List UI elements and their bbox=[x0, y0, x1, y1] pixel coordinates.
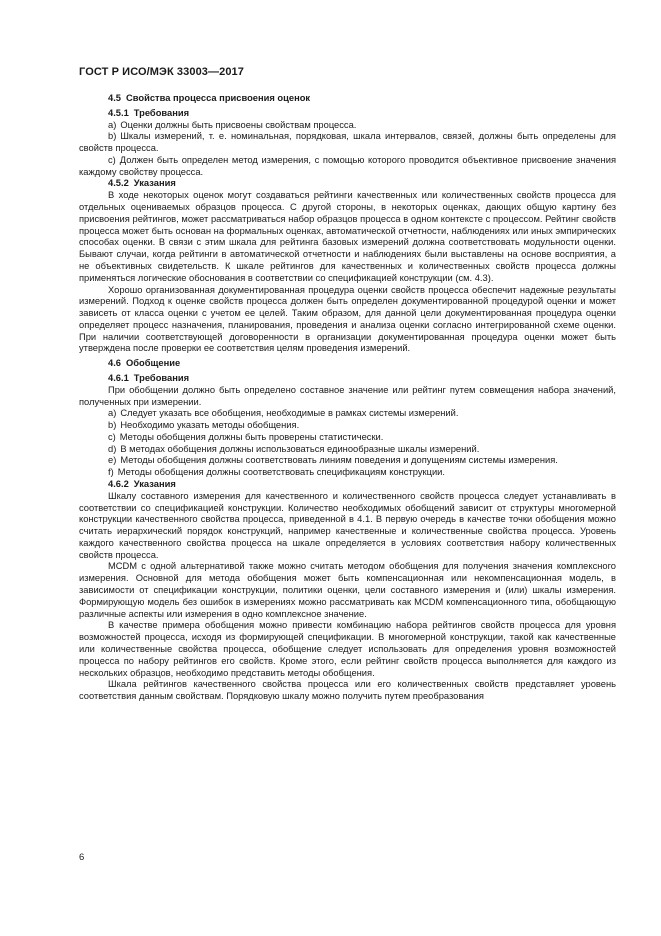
list-text: Шкалы измерений, т. е. номинальная, порядковая, шкала интервалов, связей, должны быть определены для свойств процесса. bbox=[79, 131, 616, 154]
section-number: 4.6.2 bbox=[108, 479, 129, 489]
list-text: Методы обобщения должны соответствовать линиям поведения и допущениям системы измерения. bbox=[120, 455, 558, 466]
list-marker: b) bbox=[108, 420, 117, 431]
list-item bbox=[79, 155, 616, 179]
list-text: Должен быть определен метод измерения, с помощью которого проводится объективное присвоение значения каждому свойству процесса. bbox=[79, 154, 616, 177]
section-title: Указания bbox=[133, 178, 176, 189]
document-body bbox=[79, 93, 616, 703]
list-marker: c) bbox=[108, 154, 116, 165]
document-header: ГОСТ Р ИСО/МЭК 33003—2017 bbox=[79, 66, 244, 78]
list-marker: c) bbox=[108, 431, 116, 442]
section-4-6-1-heading bbox=[79, 373, 616, 385]
list-item bbox=[79, 432, 616, 444]
list-marker: a) bbox=[108, 119, 117, 130]
list-marker: e) bbox=[108, 455, 117, 466]
list-text: Методы обобщения должны быть проверены статистически. bbox=[119, 431, 384, 442]
list-item bbox=[79, 131, 616, 155]
section-title: Обобщение bbox=[126, 358, 181, 369]
page-number: 6 bbox=[79, 852, 85, 863]
list-item bbox=[79, 420, 616, 432]
section-4-6-heading bbox=[79, 358, 616, 370]
section-number: 4.6.1 bbox=[108, 372, 129, 383]
list-marker: b) bbox=[108, 131, 117, 142]
list-item bbox=[79, 120, 616, 132]
section-title: Свойства процесса присвоения оценок bbox=[126, 93, 311, 103]
section-number: 4.5 bbox=[108, 93, 121, 103]
list-text: Следует указать все обобщения, необходимые в рамках системы измерений. bbox=[120, 408, 459, 419]
section-4-5-heading bbox=[79, 93, 616, 105]
paragraph: В ходе некоторых оценок могут создаваться рейтинги качественных или количественных свойств процесса для отдельных оцениваемых образцов процесса. С другой стороны, в некоторых оценках, дающих общую картину без присвоения рейтингов, может рассматриваться набор образцов процесса в одном контексте с процессом. Рейтинг свойств процесса может быть основан на формальных оценках, автоматической отчетности, наблюдениях или иных эмпирических способах оценки. В связи с этим шкала для рейтинга базовых измерений должна соответствовать модульности оценки. Бывают случаи, когда рейтинги в автоматической отчетности и наблюдениях были выставлены на основе восприятия, а не объективных свидетельств. К шкале рейтингов для качественных и количественных свойств процесса должны применяться логические обоснования в соответствии со спецификацией конструкции (см. 4.3). bbox=[79, 190, 616, 283]
section-4-5-2-heading bbox=[79, 178, 616, 190]
section-4-5-1-heading bbox=[79, 108, 616, 120]
list-item bbox=[79, 467, 616, 479]
section-number: 4.6 bbox=[108, 358, 121, 369]
section-title: Требования bbox=[133, 372, 190, 383]
list-marker: f) bbox=[108, 467, 114, 478]
paragraph: Шкала рейтингов качественного свойства процесса или его количественных свойств представляет уровень соответствия данным свойствам. Порядковую шкалу можно получить путем преобразования bbox=[79, 679, 616, 702]
section-title: Требования bbox=[133, 107, 190, 118]
list-text: Оценки должны быть присвоены свойствам процесса. bbox=[120, 119, 357, 130]
list-marker: d) bbox=[108, 443, 117, 454]
paragraph: В качестве примера обобщения можно привести комбинацию набора рейтингов свойств процесса для уровня возможностей процесса, исходя из формирующей спецификации. В многомерной конструкции, такой как качественные или количественные свойства процесса, обобщение следует использовать для определения уровня возможностей процесса по набору рейтингов его свойств. Кроме этого, если рейтинг свойств процесса выполняется для каждого из нескольких образцов, необходимо представить методы обобщения. bbox=[79, 620, 616, 678]
list-text: Методы обобщения должны соответствовать спецификациям конструкции. bbox=[117, 467, 445, 478]
section-4-6-2-heading bbox=[79, 479, 616, 491]
section-number: 4.5.1 bbox=[108, 107, 129, 118]
list-text: Необходимо указать методы обобщения. bbox=[120, 420, 300, 431]
section-number: 4.5.2 bbox=[108, 178, 129, 189]
paragraph: MCDM с одной альтернативой также можно считать методом обобщения для получения значения комплексного измерения. Основной для метода обобщения может быть компенсационная или некомпенсационная модель, в зависимости от спецификации конструкции, политики оценки, цели составного измерения и (или) шкалы измерения. Формирующую модель без ошибок в измерениях можно рассматривать как MCDM компенсационного типа, обобщающую различные аспекты или измерения в одно комплексное значение. bbox=[79, 561, 616, 619]
list-item bbox=[79, 455, 616, 467]
list-text: В методах обобщения должны использоваться единообразные шкалы измерений. bbox=[120, 443, 480, 454]
list-item bbox=[79, 444, 616, 456]
section-title: Указания bbox=[133, 479, 176, 489]
list-item bbox=[79, 408, 616, 420]
list-marker: a) bbox=[108, 408, 117, 419]
paragraph: Шкалу составного измерения для качественного и количественного свойств процесса следует устанавливать в соответствии со спецификацией конструкции. Количество необходимых обобщений зависит от структуры многомерной конструкции качественного свойства процесса, приведенной в 4.1. В первую очередь в качестве точки обобщения можно считать иерархический порядок конструкций, например качественные и количественные свойства процесса. Уровень каждого качественного свойства процесса на шкале определяется в условиях соответствия набору количественных свойств процесса. bbox=[79, 490, 616, 560]
paragraph: При обобщении должно быть определено составное значение или рейтинг путем совмещения набора значений, полученных при измерении. bbox=[79, 384, 616, 407]
paragraph: Хорошо организованная документированная процедура оценки свойств процесса обеспечит надежные результаты измерений. Подход к оценке свойств процесса должен быть определен документированной процедурой оценки и может зависеть от класса оценки с учетом ее целей. Таким образом, для данной цели документированная процедура оценки определяет процесс назначения, планирования, проведения и анализа оценки согласно интегрированной схеме оценки. При наличии соответствующей договоренности в организации документированная процедура оценки может быть утверждена после проверки ее соответствия целям проведения измерений. bbox=[79, 284, 616, 354]
